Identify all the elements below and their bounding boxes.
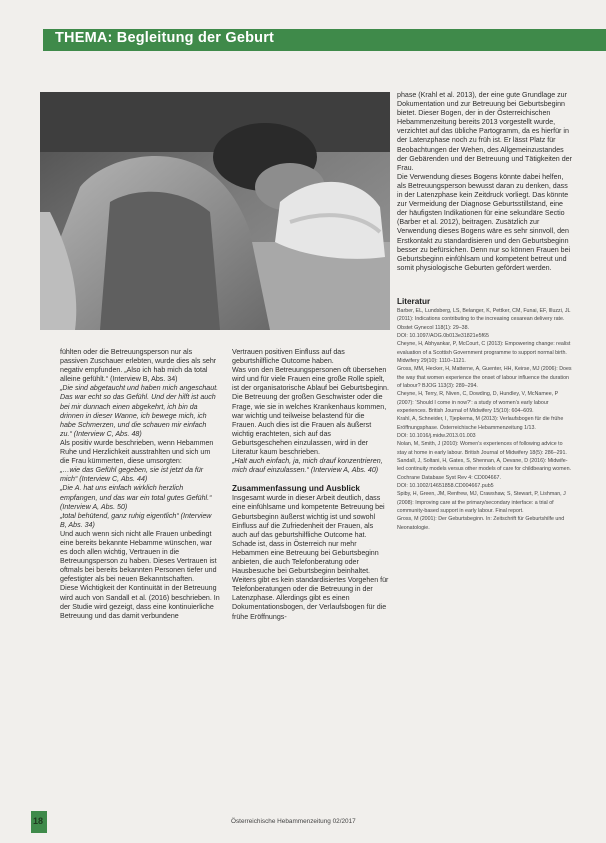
literature-item: Krahl, A, Schneider, I, Tjepkema, M (2013): Verlaufsbogen für die frühe Eröffnungsphase. Österreichische Hebammenzeitung 1/13. [397,416,564,431]
quote: „Halt auch einfach, ja, mich drauf konzentrieren, mich drauf einzulassen.“ (Interview A, Abs. 40) [232,457,383,475]
literature-item: DOI: 10.1002/14651858.CD004667.pub5 [397,483,494,490]
paragraph: phase (Krahl et al. 2013), der eine gute Grundlage zur Dokumentation und zur Betreuung bei Geburtsbeginn bietet. Dieser Bogen, der in der Österreichischen Hebammenzeitung bereits 2013 vorgestellt wurde, verzichtet auf das übliche Partogramm, da es hierfür in der Latenzphase noch zu früh ist. Er lässt Platz für Beobachtungen der Wehen, des Allgemeinzustandes der Gebärenden und der Betreuung und Tätigkeiten der Frau. [397,91,572,172]
literature-item: Sandall, J, Soltani, H, Gates, S, Shennan, A, Devane, D (2016): Midwife-led continuity models versus other models of care for childbearing women. Cochrane Database Syst Rev 4: CD004667. [397,458,572,481]
section-title: THEMA: Begleitung der Geburt [55,30,275,46]
paragraph: Vertrauen positiven Einfluss auf das geburtshilfliche Outcome haben. [232,348,345,366]
birth-photo [40,92,390,330]
footer-journal: Österreichische Hebammenzeitung 02/2017 [231,818,356,825]
column-left [60,348,220,621]
paragraph: Als positiv wurde beschrieben, wenn Hebammen Ruhe und Herzlichkeit ausstrahlten und sich um die Frau kümmerten, diese umsorgten: [60,438,214,466]
paragraph: Insgesamt wurde in dieser Arbeit deutlich, dass eine einfühlsame und kompetente Betreuung bei Geburtsbeginn äußerst wichtig ist und sowohl Einfluss auf die Zufriedenheit der Frauen, als auch auf das geburtshilfliche Outcome hat. [232,494,385,539]
literature-heading: Literatur [397,296,431,306]
quote: „…wie das Gefühl gegeben, sie ist jetzt da für mich“ (Interview C, Abs. 44) [60,466,204,484]
summary-heading: Zusammenfassung und Ausblick [232,484,360,494]
literature-item: Gross, MM, Hecker, H, Matterne, A, Guenter, HH, Keirse, MJ (2006): Does the way that women experience the onset of labour influence the duration of labour? BJOG 113(3): 289–294. [397,366,572,389]
literature-item: Nolan, M, Smith, J (2010): Women’s experiences of following advice to stay at home in early labour. British Journal of Midwifery 18(5): 286–291. [397,441,567,456]
paragraph: Diese Wichtigkeit der Kontinuität in der Betreuung wird auch von Sandall et al. (2016) beschrieben. In der Studie wird gezeigt, dass eine kontinuierliche Betreuung und das damit verbundene [60,584,220,620]
literature-list [397,307,573,532]
literature-item: Spiby, H, Green, JM, Renfrew, MJ, Crawshaw, S, Stewart, P, Lishman, J (2008): Improving care at the primary/secondary interface: a trial of community-based support in early labour. Final report. [397,491,566,515]
paragraph: Was von den Betreuungspersonen oft übersehen wird und für viele Frauen eine große Rolle spielt, ist der organisatorische Ablauf bei Geburtsbeginn. Die Betreuung der großen Geschwister oder die Frage, wie sie in welches Krankenhaus kommen, war wichtig und teilweise belastend für die Frauen. Auch dies ist die Frauen als äußerst wichtig erachteten, sich auf das Geburtsgeschehen einzulassen, wird in der Literatur kaum beschrieben. [232,366,389,457]
page-number-box [31,811,47,833]
quote: „total behütend, ganz ruhig eigentlich“ (Interview B, Abs. 34) [60,511,212,529]
page-number: 18 [33,816,44,826]
literature-item: Barber, EL, Lundsberg, LS, Belanger, K, Pettker, CM, Funai, EF, Illuzzi, JL (2011): Indications contributing to the increasing cesarean delivery rate. Obstet Gynecol 118(1): 29–38. [397,307,571,331]
quote: „Die sind abgetaucht und haben mich angeschaut. Das war echt so das Gefühl. Und der hilft ist auch bei mir dunnach einen abgekehrt, ich bin da drinnen in dieser Wanne, ich bewege mich, ich habe Schmerzen, und die schauen mir einfach zu.“ (Interview C, Abs. 48) [60,384,219,438]
literature-item: DOI: 10.1016/j.midw.2013.01.003 [397,433,476,440]
column-right [397,91,573,532]
literature-item: Gross, M (2001): Der Geburtsbeginn. In: Zeitschrift für Geburtshilfe und Neonatologie. [397,516,565,531]
paragraph: Die Verwendung dieses Bogens könnte dabei helfen, als Betreuungsperson bewusst daran zu denken, dass in der Latenzphase kein Zeitdruck vorliegt. Das könnte zur Vermeidung der Diagnose Geburtsstillstand, eine der häufigsten Indikationen für eine sekundäre Sectio (Barber et al. 2012), beitragen. Zusätzlich zur Verwendung dieses Bogens wäre es sehr sinnvoll, den Erstkontakt zu standardisieren und den Geburtsbeginn besser zu befürsichen. Denn nur so können Frauen bei Geburtsbeginn einfühlsam und kompetent betreut und somit physiologische Geburten gefördert werden. [397,172,571,272]
paragraph: fühlten oder die Betreuungsperson nur als passiven Zuschauer erlebten, wurde dies als sehr negativ empfunden. „Also ich hab mich da total alleine gefühlt.“ (Interview B, Abs. 34) [60,348,217,384]
photo-illustration [40,92,390,330]
paragraph: Schade ist, dass in Österreich nur mehr Hebammen eine Betreuung bei Geburtsbeginn anbieten, die auch Telefonberatung oder Hausbesuche bei Geburtsbeginn beinhaltet. Weiters gibt es kein standardisiertes Vorgehen für Telefonberatungen oder die Betreuung in der Latenzphase. Allerdings gibt es einen Dokumentationsbogen, der Verlaufsbogen für die frühe Eröffnungs- [232,539,389,621]
literature-item: DOI: 10.1097/AOG.0b013e31821e5f65 [397,332,489,339]
literature-item: Cheyne, H, Abhyankar, P, McCourt, C (2013): Empowering change: realist evaluation of a Scottish Government programme to support normal birth. Midwifery 29(10): 1110–1121. [397,341,571,364]
column-middle [232,348,389,622]
quote: „Die A. hat uns einfach wirklich herzlich empfangen, und das war ein total gutes Gefühl.“ (Interview A, Abs. 50) [60,484,212,511]
paragraph: Und auch wenn sich nicht alle Frauen unbedingt eine bereits bekannte Hebamme wünschen, war es doch allen wichtig, Vertrauen in die Betreuungsperson zu haben. Dieses Vertrauen ist oftmals bei bereits bekannten Personen tiefer und gefestigter als bei neuen Bekanntschaften. [60,529,217,584]
literature-item: Cheyne, H, Terry, R, Niven, C, Dowding, D, Hundley, V, McNamee, P (2007): ‘Should I come in now?’: a study of women’s early labour experiences. British Journal of Midwifery 15(10): 604–609. [397,391,559,414]
